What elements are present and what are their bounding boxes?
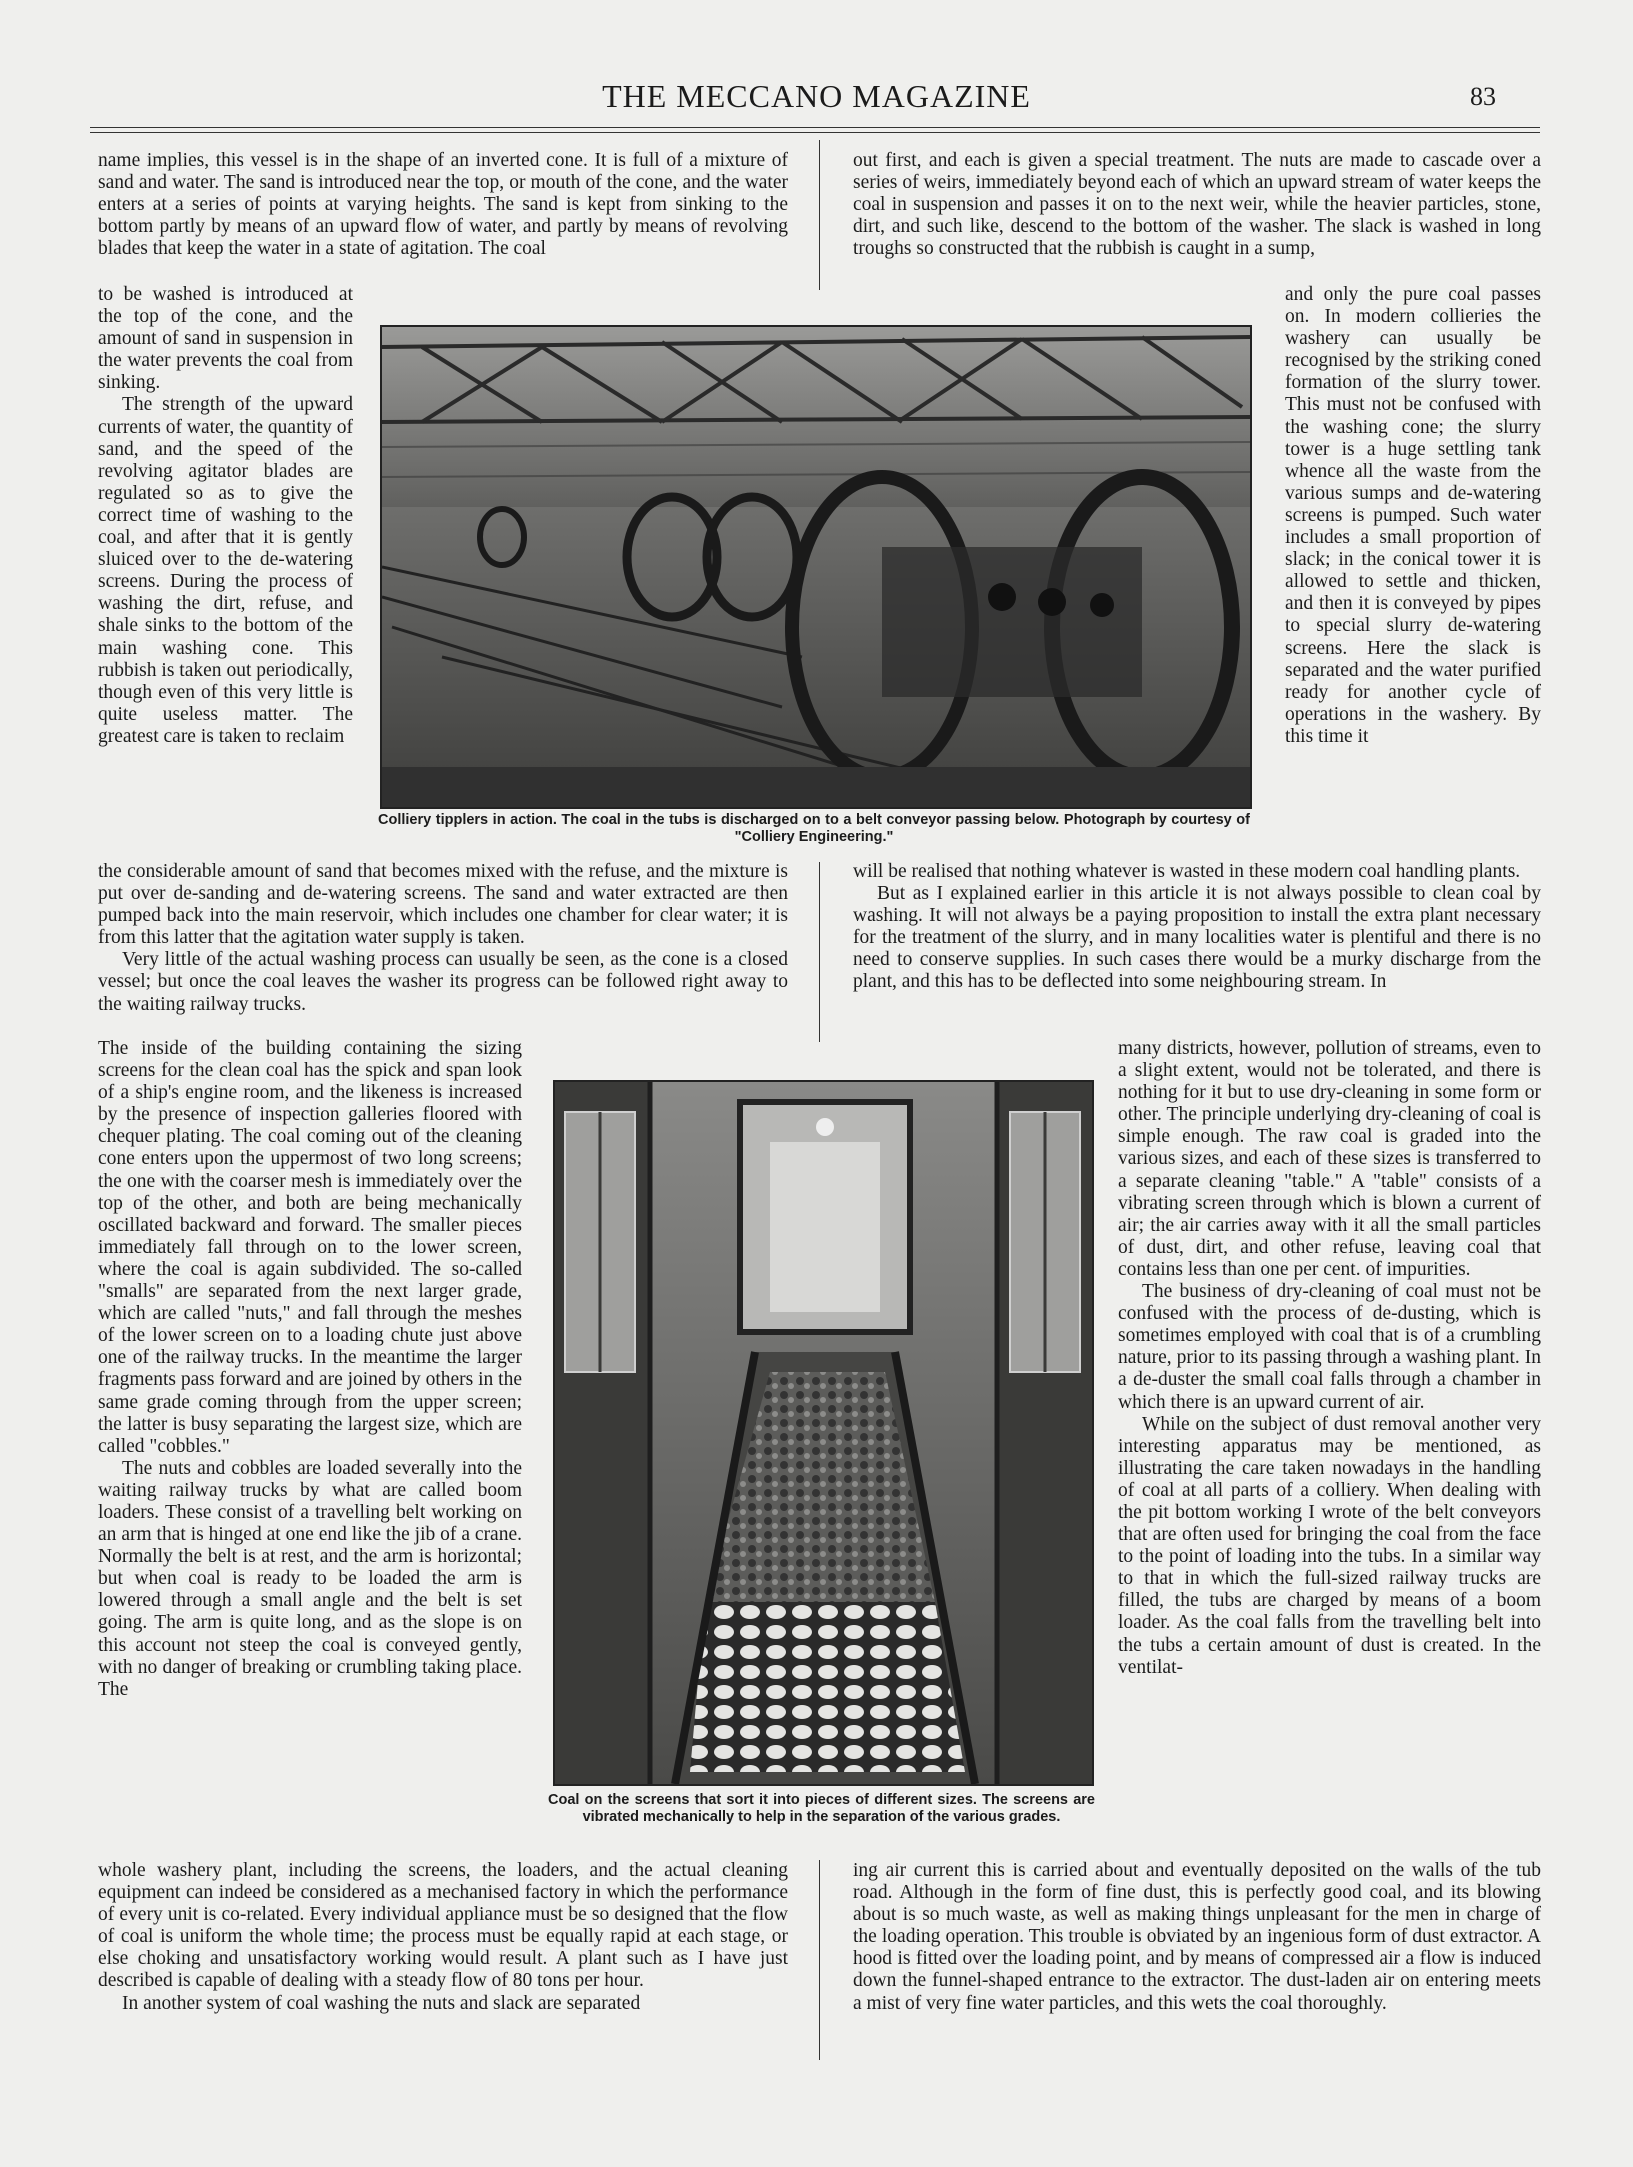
header-rule-second (90, 132, 1540, 133)
column-divider (819, 140, 820, 290)
paragraph: The inside of the building containing the sizing screens for the clean coal has the spick and span look of a ship's engine room, and the likeness is increased by the presence of inspection galleries floored with chequer plating. The coal coming out of the cleaning cone enters upon the uppermost of two long screens; the one with the coarser mesh is immediately over the top of the other, and both are being mechanically oscillated backward and forward. The smaller pieces immediately fall through on to the lower screen, where the coal is again subdivided. The so-called "smalls" are separated from the next larger grade, which are called "nuts," and fall through the meshes of the lower screen on to a loading chute just above one of the railway trucks. In the meantime the larger fragments pass forward and are joined by others in the same grade coming through from the upper screen; the latter is busy separating the largest size, which are called "cobbles." (98, 1038, 522, 1457)
paragraph: the considerable amount of sand that becomes mixed with the refuse, and the mixture is put over de-sanding and de-watering screens. The sand and water extracted are then pumped back into the main reservoir, which includes one chamber for clear water; it is from this latter that the agitation water supply is taken. (98, 861, 788, 949)
paragraph: The business of dry-cleaning of coal must not be confused with the process of de-dusting, which is sometimes employed with coal that is of a crumbling nature, prior to its passing through a washing plant. In a de-duster the small coal falls through a chamber in which there is an upward current of air. (1118, 1281, 1541, 1413)
screens-caption: Coal on the screens that sort it into pieces of different sizes. The screens are vibrated mechanically to help in the separation of the various grades. (548, 1792, 1095, 1825)
column-divider (819, 862, 820, 1042)
screens-photo (553, 1080, 1094, 1786)
paragraph: whole washery plant, including the screens, the loaders, and the actual cleaning equipment can indeed be considered as a mechanised factory in which the performance of every unit is co-related. Every individual appliance must be so designed that the flow of coal is uniform the whole time; the process must be equally rapid at each stage, or else choking and unsatisfactory working would result. A plant such as I have just described is capable of dealing with a steady flow of 80 tons per hour. (98, 1860, 788, 1992)
article-text-right-bottom (853, 1860, 1541, 2015)
tipplers-photo (380, 325, 1252, 809)
paragraph: Very little of the actual washing process can usually be seen, as the cone is a closed vessel; but once the coal leaves the washer its progress can be followed right away to the waiting railway trucks. (98, 949, 788, 1015)
paragraph: many districts, however, pollution of streams, even to a slight extent, would not be tolerated, and there is nothing for it but to use dry-cleaning in some form or other. The principle underlying dry-cleaning of coal is simple enough. The raw coal is graded into the various sizes, and each of these sizes is transferred to a separate cleaning "table." A "table" consists of a vibrating screen through which is blown a current of air; the air carries away with it all the small particles of dust, dirt, and other refuse, leaving coal that contains less than one per cent. of impurities. (1118, 1038, 1541, 1280)
paragraph: The strength of the upward currents of water, the quantity of sand, and the speed of the revolving agitator blades are regulated so as to give the correct time of washing to the coal, and after that it is gently sluiced over to the de-watering screens. During the process of washing the dirt, refuse, and shale sinks to the bottom of the main washing cone. This rubbish is taken out periodically, though even of this very little is quite useless matter. The greatest care is taken to reclaim (98, 394, 353, 747)
paragraph: out first, and each is given a special treatment. The nuts are made to cascade over a series of weirs, immediately beyond each of which an upward stream of water keeps the coal in suspension and passes it on to the next weir, while the heavier particles, stone, dirt, and such like, descend to the bottom of the washer. The slack is washed in long troughs so constructed that the rubbish is caught in a sump, (853, 150, 1541, 260)
article-text-right-middle (853, 861, 1541, 994)
header-rule (90, 127, 1540, 128)
tipplers-caption: Colliery tipplers in action. The coal in the tubs is discharged on to a belt conveyor passing below. Photograph by courtesy of "Colliery Engineering." (378, 812, 1250, 845)
magazine-title: THE MECCANO MAGAZINE (602, 78, 1031, 114)
article-text-right-top (853, 150, 1541, 260)
paragraph: The nuts and cobbles are loaded severally into the waiting railway trucks by what are called boom loaders. These consist of a travelling belt working on an arm that is hinged at one end like the jib of a crane. Normally the belt is at rest, and the arm is horizontal; but when coal is ready to be loaded the arm is lowered through a small angle and the belt is set going. The arm is quite long, and as the slope is on this account not steep the coal is conveyed gently, with no danger of breaking or crumbling taking place. The (98, 1457, 522, 1700)
paragraph: name implies, this vessel is in the shape of an inverted cone. It is full of a mixture of sand and water. The sand is introduced near the top, or mouth of the cone, and the water enters at a series of points at varying heights. The sand is kept from sinking to the bottom partly by means of an upward flow of water, and partly by means of revolving blades that keep the water in a state of agitation. The coal (98, 150, 788, 260)
paragraph: and only the pure coal passes on. In modern collieries the washery can usually be recognised by the striking coned formation of the slurry tower. This must not be confused with the washing cone; the slurry tower is a huge settling tank whence all the waste from the various sumps and de-watering screens is pumped. Such water includes a small proportion of slack; in the conical tower it is allowed to settle and thicken, and then it is conveyed by pipes to special slurry de-watering screens. Here the slack is separated and the water purified ready for another cycle of operations in the washery. By this time it (1285, 284, 1541, 747)
column-divider (819, 1860, 820, 2060)
paragraph: While on the subject of dust removal another very interesting apparatus may be mentioned, as illustrating the care taken nowadays in the handling of coal at all parts of a colliery. When dealing with the pit bottom working I wrote of the belt conveyors that are often used for bringing the coal from the face to the point of loading into the tubs. In a similar way to that in which the full-sized railway trucks are filled, the tubs are charged by means of a boom loader. As the coal falls from the travelling belt into the tubs a certain amount of dust is created. In the ventilat- (1118, 1413, 1541, 1678)
article-text-left-narrow (98, 284, 353, 748)
paragraph: to be washed is introduced at the top of the cone, and the amount of sand in suspension in the water prevents the coal from sinking. (98, 284, 353, 394)
article-text-right-narrow (1285, 284, 1541, 748)
page-number: 83 (1470, 82, 1496, 111)
paragraph: ing air current this is carried about and eventually deposited on the walls of the tub road. Although in the form of fine dust, this is perfectly good coal, and its blowing about is so much waste, as well as making things unpleasant for the men in charge of the loading operation. This trouble is obviated by an ingenious form of dust extractor. A hood is fitted over the loading point, and by means of compressed air a flow is induced down the funnel-shaped entrance to the extractor. The dust-laden air on entering meets a mist of very fine water particles, and this wets the coal thoroughly. (853, 1860, 1541, 2014)
article-text-left-bottom (98, 1860, 788, 2015)
article-text-left-top (98, 150, 788, 260)
paragraph: will be realised that nothing whatever is wasted in these modern coal handling plants. (853, 861, 1521, 882)
article-text-left-middle (98, 861, 788, 1016)
paragraph: In another system of coal washing the nuts and slack are separated (122, 1992, 641, 2014)
paragraph: But as I explained earlier in this article it is not always possible to clean coal by washing. It will not always be a paying proposition to install the extra plant necessary for the treatment of the slurry, and in many localities water is plentiful and there is no need to conserve supplies. In such cases there would be a murky discharge from the plant, and this has to be deflected into some neighbouring stream. In (853, 883, 1541, 993)
article-text-left-narrow-2 (98, 1038, 522, 1701)
article-text-right-narrow-2 (1118, 1038, 1541, 1679)
